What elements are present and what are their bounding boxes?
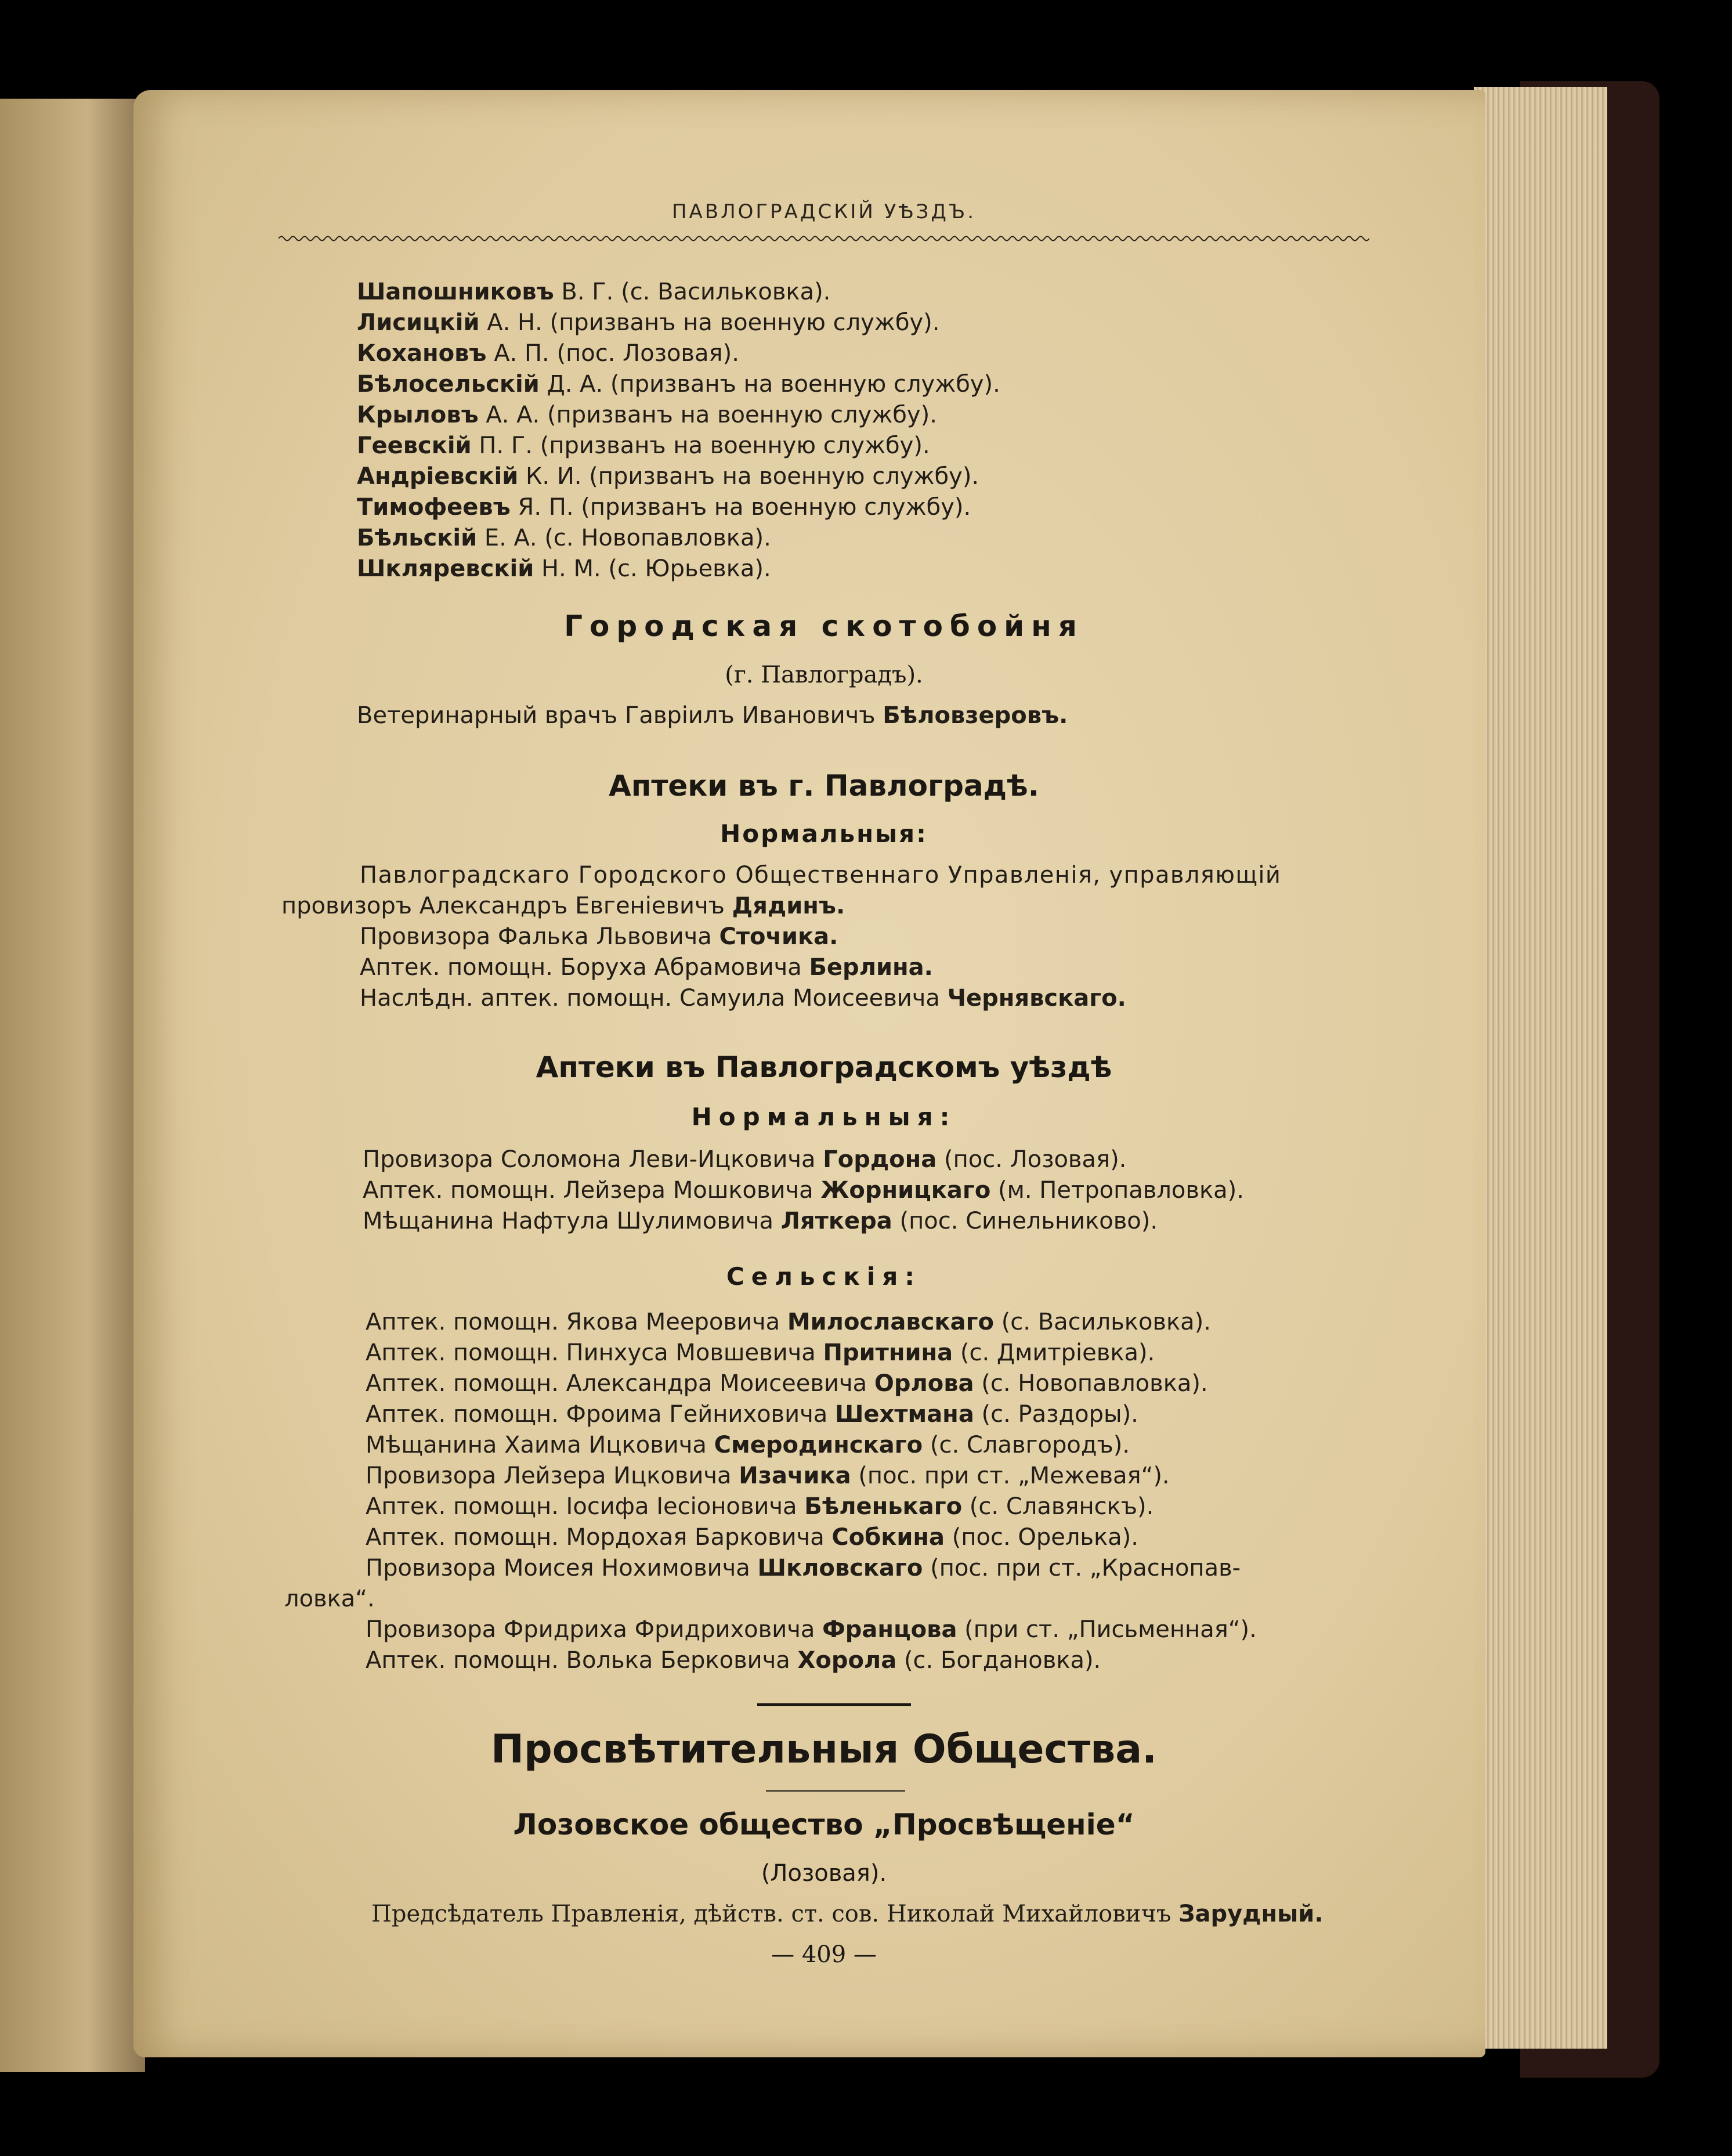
list-item: Шапошниковъ В. Г. (с. Васильковка). — [357, 279, 831, 305]
list-item: Аптек. помощн. Боруха Абрамовича Берлина. — [360, 954, 933, 981]
section-title: Просвѣтительныя Общества. — [491, 1727, 1157, 1772]
list-item: Павлоградскаго Городского Общественнаго Управленія, управляющій — [360, 862, 1282, 889]
society-place: (Лозовая). — [761, 1860, 887, 1887]
list-item: Провизора Фридриха Фридриховича Францова (при ст. „Письменная“). — [366, 1616, 1257, 1643]
list-item: Наслѣдн. аптек. помощн. Самуила Моисеевича Чернявскаго. — [360, 985, 1126, 1012]
section-title: Аптеки въ Павлоградскомъ уѣздѣ — [536, 1050, 1112, 1084]
list-item: Провизора Фалька Львовича Сточика. — [360, 923, 838, 950]
list-item: Кохановъ А. П. (пос. Лозовая). — [357, 340, 739, 367]
list-item: Ветеринарный врачъ Гавріилъ Ивановичъ Бѣловзеровъ. — [357, 702, 1068, 729]
section-place: (г. Павлоградъ). — [725, 662, 923, 688]
list-item: Предсѣдатель Правленія, дѣйств. ст. сов. Николай Михайловичъ Зарудный. — [371, 1901, 1324, 1927]
section-title: Аптеки въ г. Павлоградѣ. — [609, 769, 1039, 803]
list-item: Крыловъ А. А. (призванъ на военную службу). — [357, 402, 937, 428]
list-item: Провизора Моисея Нохимовича Шкловскаго (пос. при ст. „Краснопав- — [366, 1555, 1241, 1581]
list-item: Аптек. помощн. Фроима Гейниховича Шехтмана (с. Раздоры). — [366, 1401, 1138, 1428]
section-subtitle: Нормальныя: — [691, 1103, 957, 1131]
page-number: — 409 — — [771, 1941, 877, 1968]
list-item: Провизора Лейзера Ицковича Изачика (пос. при ст. „Межевая“). — [366, 1462, 1170, 1489]
list-item: Бѣлосельскій Д. А. (призванъ на военную службу). — [357, 371, 1000, 398]
list-item: Аптек. помощн. Александра Моисеевича Орлова (с. Новопавловка). — [366, 1370, 1208, 1397]
list-item: Мѣщанина Хаима Ицковича Смеродинскаго (с. Славгородъ). — [366, 1432, 1130, 1458]
list-item: Тимофеевъ Я. П. (призванъ на военную службу). — [357, 494, 971, 521]
wavy-rule — [279, 232, 1369, 245]
running-head: ПАВЛОГРАДСКІЙ УѢЗДЪ. — [671, 200, 977, 223]
list-item: Шкляревскій Н. М. (с. Юрьевка). — [357, 555, 771, 582]
list-item: Андріевскій К. И. (призванъ на военную службу). — [357, 463, 979, 490]
page-edges — [1474, 87, 1607, 2049]
section-title: Городская скотобойня — [564, 609, 1084, 643]
section-subtitle: Нормальныя: — [720, 819, 928, 848]
list-item: Аптек. помощн. Лейзера Мошковича Жорницкаго (м. Петропавловка). — [363, 1177, 1244, 1204]
society-title: Лозовское общество „Просвѣщеніе“ — [513, 1808, 1135, 1841]
section-subtitle: Сельскія: — [726, 1262, 922, 1291]
list-item: Аптек. помощн. Пинхуса Мовшевича Притнина (с. Дмитріевка). — [366, 1339, 1155, 1366]
list-item: Мѣщанина Нафтула Шулимовича Ляткера (пос. Синельниково). — [363, 1208, 1158, 1234]
left-page-edge — [0, 99, 145, 2072]
list-item: провизоръ Александръ Евгеніевичъ Дядинъ. — [281, 893, 845, 919]
list-item: Бѣльскій Е. А. (с. Новопавловка). — [357, 525, 771, 551]
list-item: ловка“. — [284, 1586, 375, 1612]
list-item: Геевскій П. Г. (призванъ на военную службу). — [357, 432, 930, 459]
divider — [766, 1790, 905, 1792]
divider — [757, 1703, 911, 1706]
list-item: Лисицкій А. Н. (призванъ на военную службу). — [357, 309, 940, 336]
list-item: Аптек. помощн. Іосифа Іесіоновича Бѣленькаго (с. Славянскъ). — [366, 1493, 1154, 1520]
list-item: Аптек. помощн. Якова Мееровича Милославскаго (с. Васильковка). — [366, 1309, 1211, 1335]
list-item: Провизора Соломона Леви-Ицковича Гордона (пос. Лозовая). — [363, 1146, 1127, 1173]
list-item: Аптек. помощн. Волька Берковича Хорола (с. Богдановка). — [366, 1647, 1101, 1674]
list-item: Аптек. помощн. Мордохая Барковича Собкина (пос. Орелька). — [366, 1524, 1138, 1551]
